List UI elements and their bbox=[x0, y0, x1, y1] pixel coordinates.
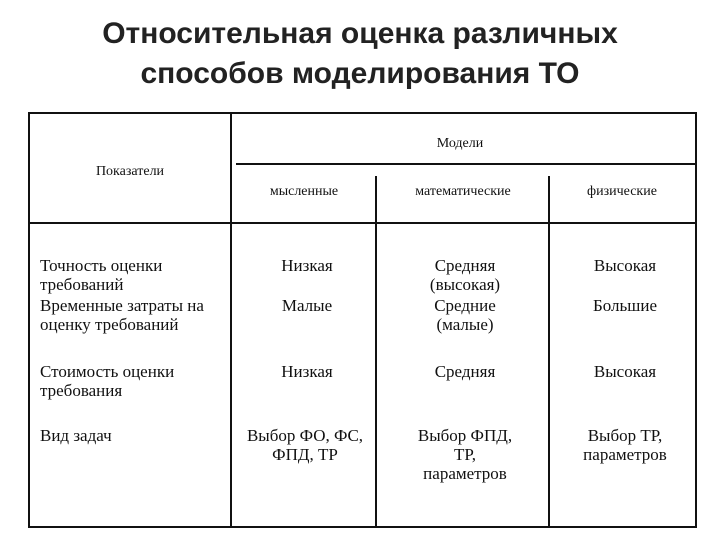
title-line-1: Относительная оценка различных bbox=[102, 17, 618, 50]
value-cost-math: Средняя bbox=[434, 362, 496, 381]
indicator-cost: Стоимость оценки требования bbox=[40, 362, 175, 400]
slide-title bbox=[0, 14, 720, 94]
indicator-accuracy: Точность оценки требований bbox=[40, 256, 163, 294]
value-accuracy-math: Средняя (высокая) bbox=[429, 256, 501, 294]
models-underline bbox=[236, 163, 695, 165]
column-header-mental: мысленные bbox=[269, 184, 339, 199]
indicator-column-divider bbox=[230, 114, 232, 526]
column-header-mathematical: математические bbox=[415, 184, 511, 199]
comparison-table bbox=[28, 112, 697, 528]
value-cost-mental: Низкая bbox=[281, 362, 333, 381]
value-time-math: Средние (малые) bbox=[434, 296, 496, 334]
value-accuracy-physical: Высокая bbox=[593, 256, 657, 275]
col-divider-2 bbox=[548, 176, 550, 526]
value-tasks-physical: Выбор ТР, параметров bbox=[583, 426, 667, 464]
value-time-mental: Малые bbox=[281, 296, 333, 315]
value-tasks-math: Выбор ФПД, ТР, параметров bbox=[417, 426, 513, 483]
value-cost-physical: Высокая bbox=[593, 362, 657, 381]
value-tasks-mental: Выбор ФО, ФС, ФПД, ТР bbox=[246, 426, 364, 464]
column-header-physical: физические bbox=[587, 184, 657, 199]
value-accuracy-mental: Низкая bbox=[281, 256, 333, 275]
indicators-header: Показатели bbox=[95, 164, 165, 179]
col-divider-1 bbox=[375, 176, 377, 526]
indicator-time: Временные затраты на оценку требований bbox=[40, 296, 204, 334]
indicator-task-type: Вид задач bbox=[40, 426, 112, 445]
models-header: Модели bbox=[436, 136, 484, 151]
header-bottom-line bbox=[30, 222, 695, 224]
value-time-physical: Большие bbox=[592, 296, 657, 315]
title-line-2: способов моделирования ТО bbox=[140, 57, 580, 90]
